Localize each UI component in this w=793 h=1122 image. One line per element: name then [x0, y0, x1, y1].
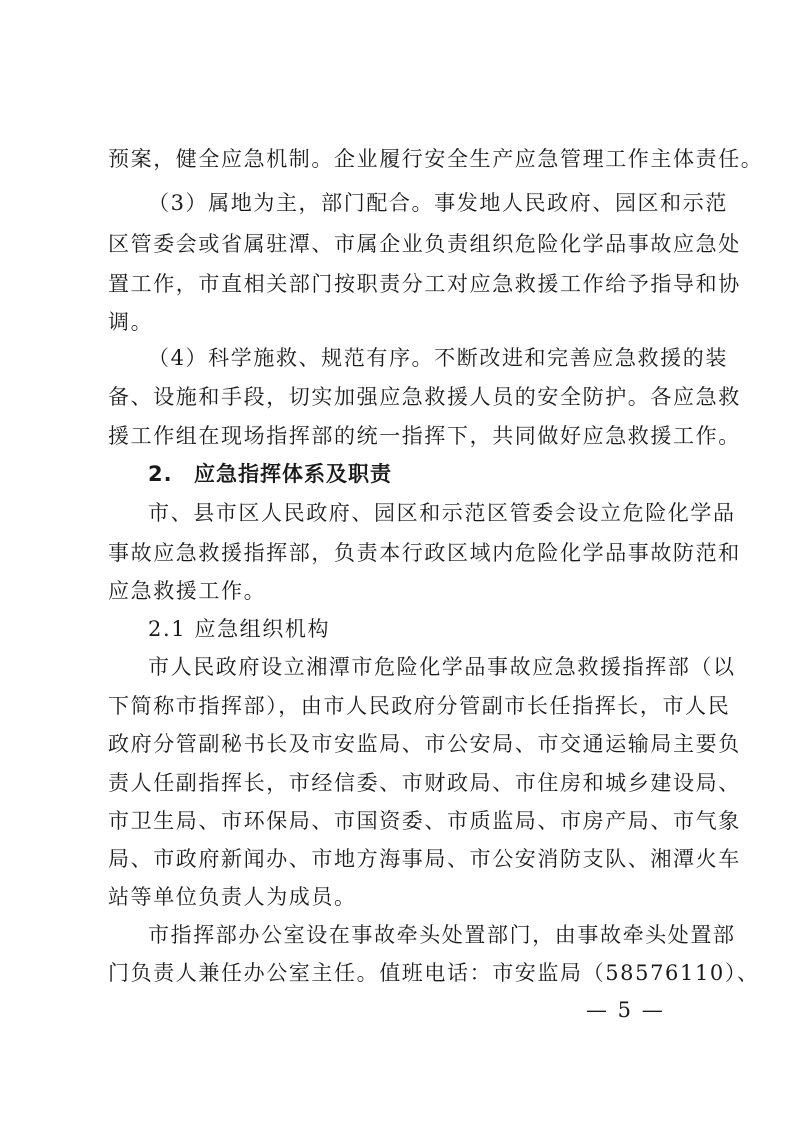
- paragraph-line: 局、市政府新闻办、市地方海事局、市公安消防支队、湘潭火车: [108, 847, 741, 871]
- paragraph-line: 政府分管副秘书长及市安监局、市公安局、市交通运输局主要负: [108, 732, 741, 756]
- paragraph-line: 市、县市区人民政府、园区和示范区管委会设立危险化学品: [148, 501, 736, 525]
- paragraph-line: 市卫生局、市环保局、市国资委、市质监局、市房产局、市气象: [108, 809, 741, 833]
- paragraph-line: （3）属地为主，部门配合。事发地人民政府、园区和示范: [148, 191, 728, 215]
- paragraph-line: 责人任副指挥长，市经信委、市财政局、市住房和城乡建设局、: [108, 771, 741, 795]
- paragraph-line: 援工作组在现场指挥部的统一指挥下，共同做好应急救援工作。: [108, 424, 741, 448]
- paragraph-line: 预案，健全应急机制。企业履行安全生产应急管理工作主体责任。: [108, 147, 764, 171]
- section-heading-number: 2.: [148, 462, 173, 486]
- subsection-heading: 2.1 应急组织机构: [148, 617, 331, 641]
- section-heading: [148, 459, 702, 489]
- paragraph-line: 事故应急救援指挥部，负责本行政区域内危险化学品事故防范和: [108, 541, 741, 565]
- paragraph-line: 门负责人兼任办公室主任。值班电话：市安监局（58576110）、: [108, 961, 760, 985]
- paragraph-line: 市人民政府设立湘潭市危险化学品事故应急救援指挥部（以: [148, 655, 736, 679]
- paragraph-line: 应急救援工作。: [108, 579, 267, 603]
- paragraph-line: 备、设施和手段，切实加强应急救援人员的安全防护。各应急救: [108, 385, 741, 409]
- paragraph-line: 站等单位负责人为成员。: [108, 885, 357, 909]
- paragraph-line: 置工作，市直相关部门按职责分工对应急救援工作给予指导和协: [108, 272, 741, 296]
- paragraph-line: 市指挥部办公室设在事故牵头处置部门，由事故牵头处置部: [148, 923, 736, 947]
- page-number: — 5 —: [586, 998, 665, 1022]
- paragraph-line: 区管委会或省属驻潭、市属企业负责组织危险化学品事故应急处: [108, 232, 741, 256]
- paragraph-line: （4）科学施救、规范有序。不断改进和完善应急救援的装: [148, 346, 728, 370]
- section-heading-title: 应急指挥体系及职责: [194, 462, 392, 486]
- paragraph-line: 调。: [108, 310, 154, 334]
- paragraph-line: 下简称市指挥部），由市人民政府分管副市长任指挥长，市人民: [108, 694, 731, 718]
